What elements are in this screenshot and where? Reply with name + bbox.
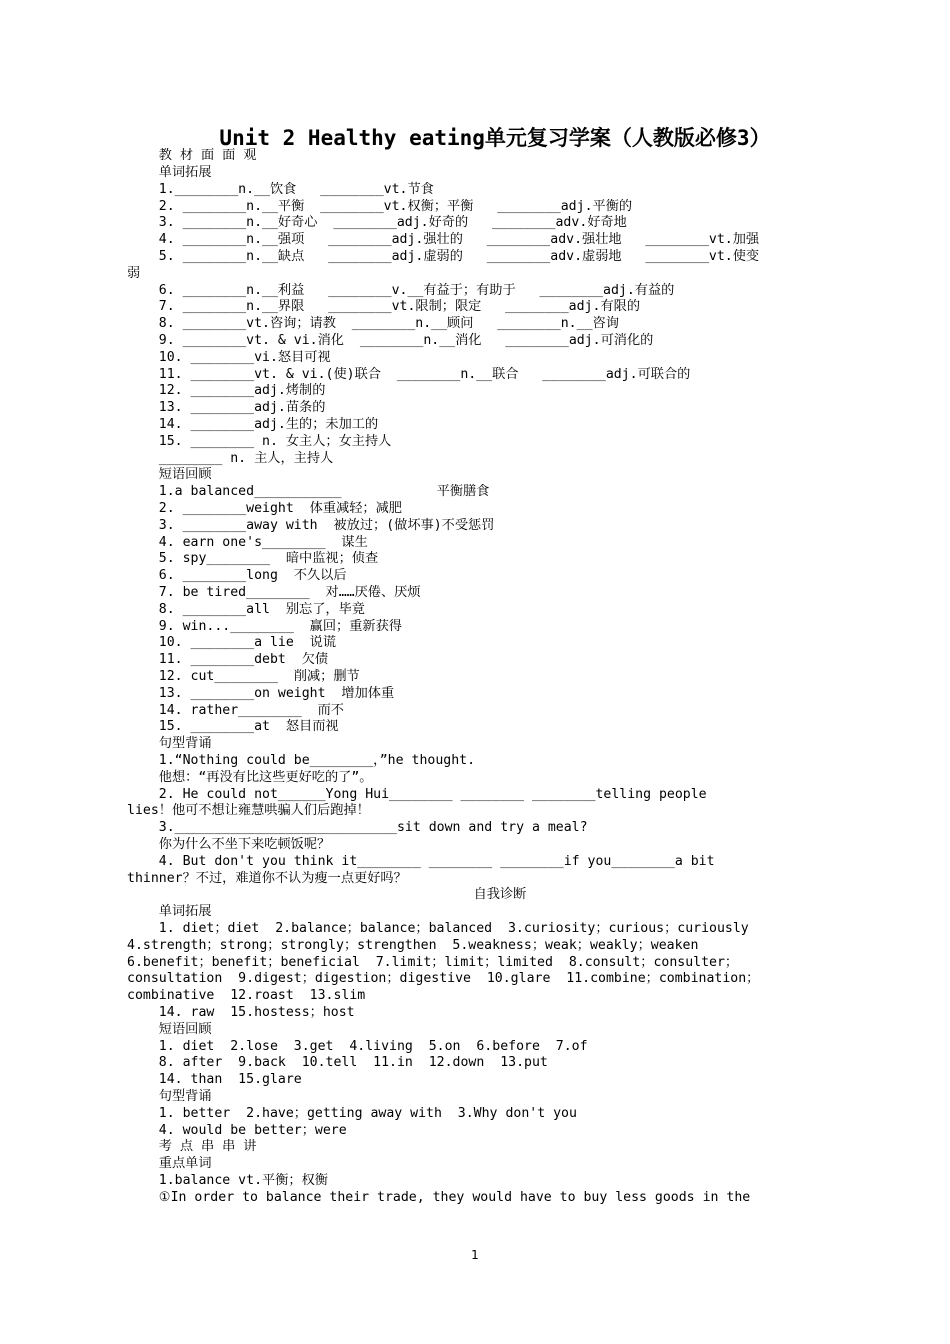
text-line: 11. ________vt. & vi.(使)联合 ________n.__联合 ________adj.可联合的 — [0, 367, 691, 382]
text-line: 8. ________vt.咨询；请教 ________n.__顾问 ________n.__咨询 — [0, 316, 619, 331]
text-line: 12. ________adj.烤制的 — [0, 383, 326, 398]
text-line: 15. ________at 怒目而视 — [0, 719, 339, 734]
text-line: ①In order to balance their trade, they would have to buy less goods in the — [0, 1190, 751, 1205]
text-line: 4. But don't you think it________ ________ ________if you________a bit — [0, 854, 715, 869]
text-line: 14. ________adj.生的；未加工的 — [0, 417, 379, 432]
text-line: 1.a balanced___________ 平衡膳食 — [0, 484, 490, 499]
text-line: 1. better 2.have；getting away with 3.Why don't you — [0, 1106, 577, 1121]
text-line: 3. ________away with 被放过；(做坏事)不受惩罚 — [0, 518, 495, 533]
text-line: 10. ________vi.怒目可视 — [0, 350, 331, 365]
text-line: lies！他可不想让雍慧哄骗人们后跑掉！ — [0, 803, 370, 818]
text-line: 句型背诵 — [0, 736, 212, 751]
page-number: 1 — [471, 1248, 479, 1262]
text-line: 14. rather________ 而不 — [0, 703, 344, 718]
text-line: 4.strength；strong；strongly；strengthen 5.weakness；weak；weakly；weaken — [0, 938, 699, 953]
text-line: 11. ________debt 欠债 — [0, 652, 329, 667]
text-line: 5. spy________ 暗中监视；侦查 — [0, 551, 379, 566]
text-line: 你为什么不坐下来吃顿饭呢？ — [0, 837, 331, 852]
text-line: 2. He could not______Yong Hui________ ________ ________telling people — [0, 787, 707, 802]
text-line: 短语回顾 — [0, 467, 212, 482]
text-line: 5. ________n.__缺点 ________adj.虚弱的 ________adv.虚弱地 ________vt.使变 — [0, 249, 760, 264]
text-line: 2. ________n.__平衡 ________vt.权衡；平衡 ________adj.平衡的 — [0, 199, 633, 214]
text-line: 3.____________________________sit down and try a meal? — [0, 820, 588, 835]
text-line: 7. be tired________ 对……厌倦、厌烦 — [0, 585, 421, 600]
text-line: 10. ________a lie 说谎 — [0, 635, 337, 650]
text-line: 考 点 串 串 讲 — [0, 1139, 257, 1154]
text-line: 6.benefit；benefit；beneficial 7.limit；limit；limited 8.consult；consulter； — [0, 955, 739, 970]
text-line: 6. ________long 不久以后 — [0, 568, 347, 583]
text-line: 6. ________n.__利益 ________v.__有益于；有助于 ________adj.有益的 — [0, 283, 675, 298]
text-line: 重点单词 — [0, 1156, 212, 1171]
text-line: 8. after 9.back 10.tell 11.in 12.down 13.put — [0, 1055, 548, 1070]
text-line: consultation 9.digest；digestion；digestive 10.glare 11.combine；combination； — [0, 971, 760, 986]
text-line: 14. than 15.glare — [0, 1072, 302, 1087]
text-line: 单词拓展 — [0, 904, 212, 919]
text-line: 4. would be better；were — [0, 1123, 347, 1138]
text-line: 14. raw 15.hostess；host — [0, 1005, 355, 1020]
section-heading-self-diagnosis: 自我诊断 — [473, 887, 527, 902]
text-line: 单词拓展 — [0, 165, 212, 180]
text-line: 9. ________vt. & vi.消化 ________n.__消化 ________adj.可消化的 — [0, 333, 654, 348]
text-line: 1.________n.__饮食 ________vt.节食 — [0, 182, 434, 197]
text-line: 他想：“再没有比这些更好吃的了”。 — [0, 770, 373, 785]
text-line: 1.balance vt.平衡；权衡 — [0, 1173, 328, 1188]
text-line: 9. win...________ 赢回；重新获得 — [0, 619, 402, 634]
text-line: thinner？不过，难道你不认为瘦一点更好吗？ — [0, 871, 407, 886]
text-line: 2. ________weight 体重减轻；减肥 — [0, 501, 402, 516]
text-line: 13. ________adj.苗条的 — [0, 400, 326, 415]
text-line: 8. ________all 别忘了，毕竟 — [0, 602, 365, 617]
text-line: 教 材 面 面 观 — [0, 148, 257, 163]
document-title: Unit 2 Healthy eating单元复习学案（人教版必修3） — [219, 126, 771, 150]
text-line: 句型背诵 — [0, 1089, 212, 1104]
text-line: 15. ________ n. 女主人；女主持人 — [0, 434, 392, 449]
text-line: 1. diet 2.lose 3.get 4.living 5.on 6.before 7.of — [0, 1039, 588, 1054]
text-line: ________ n. 主人，主持人 — [0, 451, 334, 466]
text-line: 4. ________n.__强项 ________adj.强壮的 ________adv.强壮地 ________vt.加强 — [0, 232, 760, 247]
text-line: 短语回顾 — [0, 1022, 212, 1037]
text-line: 12. cut________ 削减；删节 — [0, 669, 360, 684]
text-line: 3. ________n.__好奇心 ________adj.好奇的 ________adv.好奇地 — [0, 215, 627, 230]
text-line: combinative 12.roast 13.slim — [0, 988, 366, 1003]
text-line: 13. ________on weight 增加体重 — [0, 686, 395, 701]
text-line: 弱 — [0, 266, 141, 281]
text-line: 1. diet；diet 2.balance；balance；balanced 3.curiosity；curious；curiously — [0, 921, 749, 936]
text-line: 4. earn one's________ 谋生 — [0, 535, 368, 550]
text-line: 7. ________n.__界限 ________vt.限制；限定 ________adj.有限的 — [0, 299, 641, 314]
text-line: 1.“Nothing could be________，”he thought. — [0, 753, 476, 768]
